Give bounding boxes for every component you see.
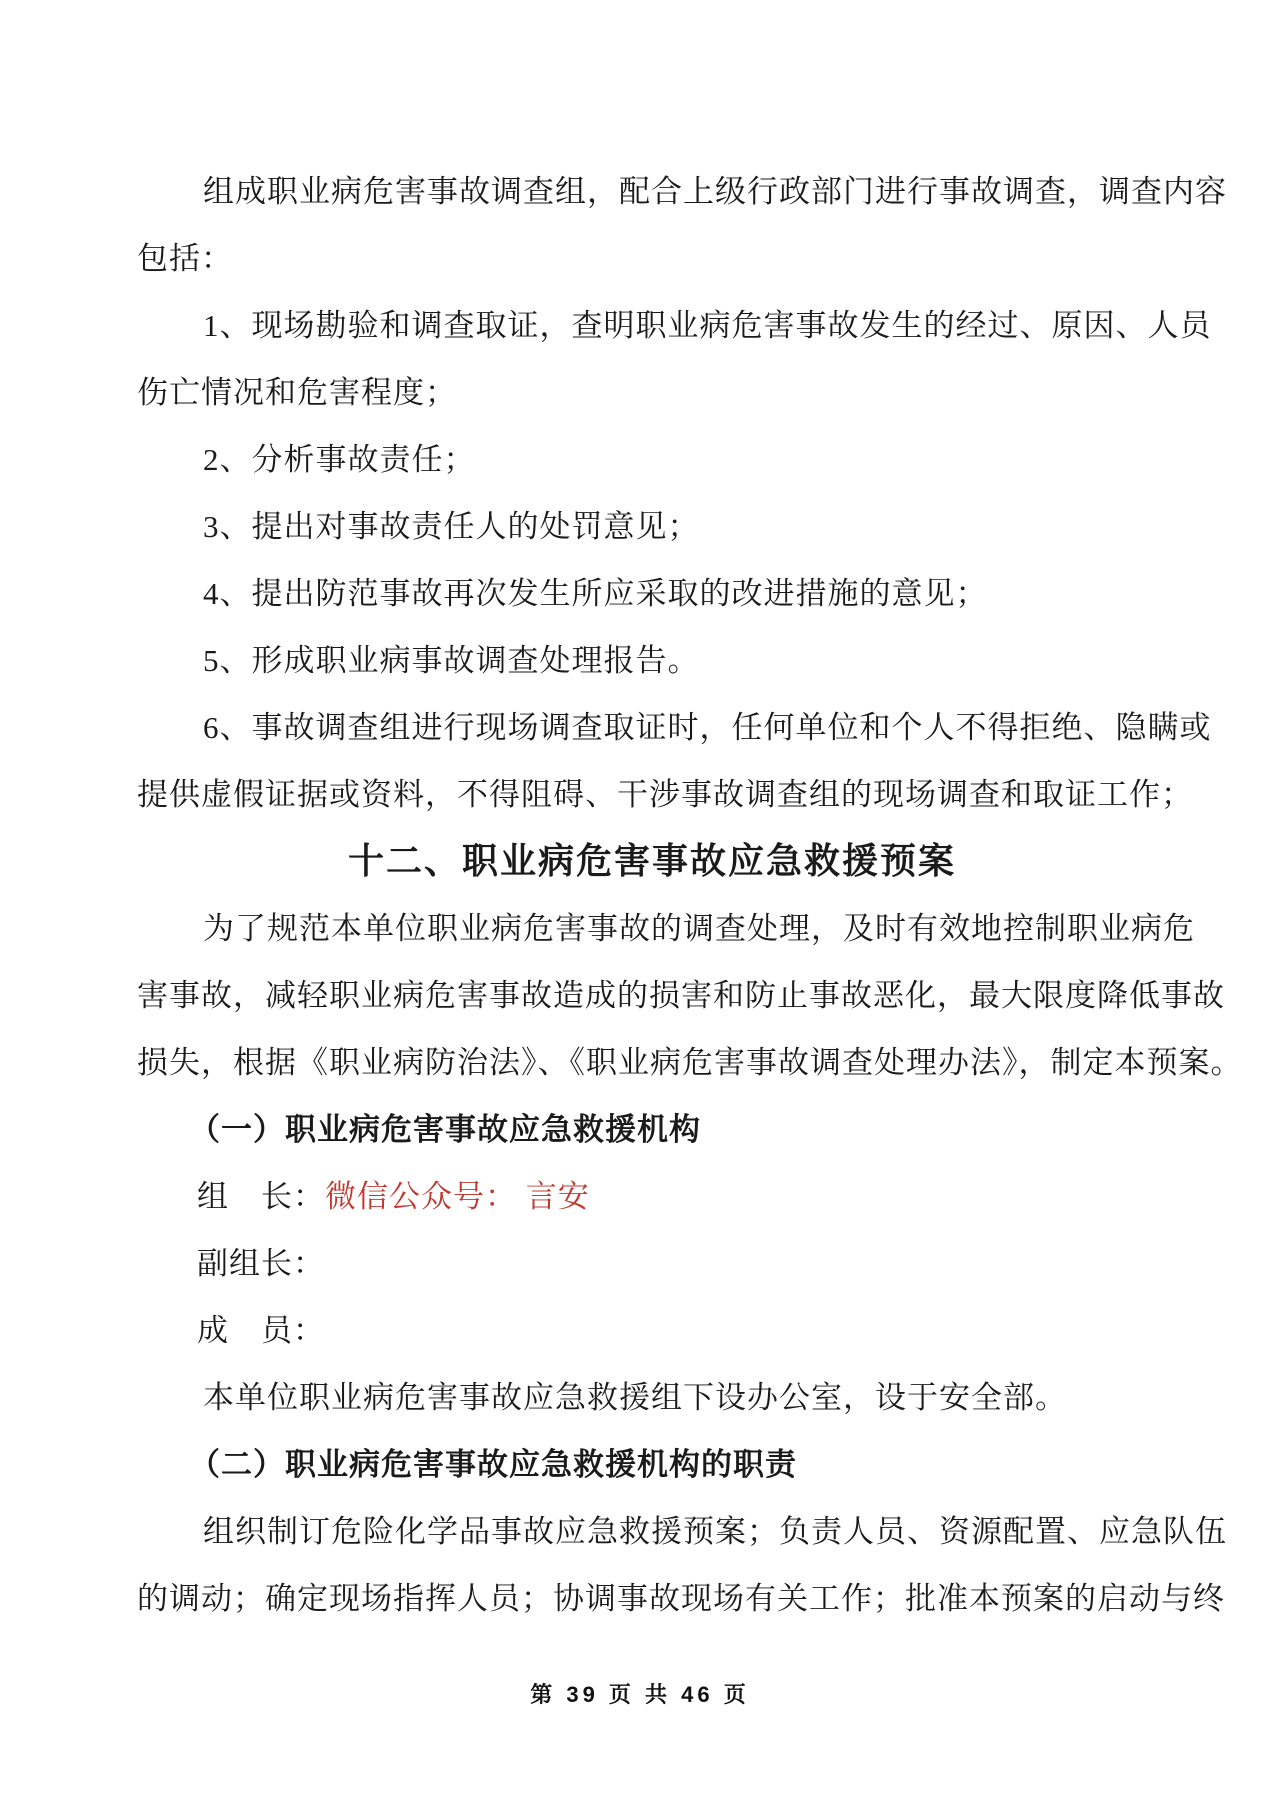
section-heading-12: 十二、职业病危害事故应急救援预案	[347, 840, 956, 881]
list-item-2: 2、分析事故责任；	[203, 442, 476, 477]
document-body	[137, 155, 1243, 1629]
paragraph-line: 损失，根据《职业病防治法》、《职业病危害事故调查处理办法》，制定本预案。	[137, 1045, 1243, 1080]
paragraph-line: 为了规范本单位职业病危害事故的调查处理，及时有效地控制职业病危	[203, 911, 1195, 946]
red-watermark-text: 微信公众号： 言安	[325, 1179, 590, 1214]
list-item-1: 1、现场勘验和调查取证，查明职业病危害事故发生的经过、原因、人员	[203, 308, 1212, 343]
subsection-heading-2: （二）职业病危害事故应急救援机构的职责	[189, 1447, 797, 1482]
paragraph-line: 本单位职业病危害事故应急救援组下设办公室，设于安全部。	[203, 1380, 1067, 1415]
page-number-footer: 第 39 页 共 46 页	[530, 1682, 750, 1707]
list-item-5: 5、形成职业病事故调查处理报告。	[203, 643, 700, 678]
paragraph-line: 伤亡情况和危害程度；	[137, 375, 457, 410]
members-line: 成 员：	[197, 1313, 325, 1348]
paragraph-line: 包括：	[137, 241, 233, 276]
paragraph-line: 害事故，减轻职业病危害事故造成的损害和防止事故恶化，最大限度降低事故	[137, 978, 1225, 1013]
paragraph-line: 组成职业病危害事故调查组，配合上级行政部门进行事故调查，调查内容	[203, 174, 1227, 209]
group-leader-label: 组 长：	[197, 1179, 325, 1214]
paragraph-line: 的调动；确定现场指挥人员；协调事故现场有关工作；批准本预案的启动与终	[137, 1581, 1225, 1616]
list-item-4: 4、提出防范事故再次发生所应采取的改进措施的意见；	[203, 576, 988, 611]
list-item-6: 6、事故调查组进行现场调查取证时，任何单位和个人不得拒绝、隐瞒或	[203, 710, 1212, 745]
subsection-heading-1: （一）职业病危害事故应急救援机构	[189, 1112, 701, 1147]
paragraph-line: 组织制订危险化学品事故应急救援预案；负责人员、资源配置、应急队伍	[203, 1514, 1227, 1549]
deputy-leader-line: 副组长：	[197, 1246, 325, 1281]
group-leader-line	[137, 1160, 1167, 1227]
list-item-3: 3、提出对事故责任人的处罚意见；	[203, 509, 700, 544]
paragraph-line: 提供虚假证据或资料，不得阻碍、干涉事故调查组的现场调查和取证工作；	[137, 777, 1193, 812]
